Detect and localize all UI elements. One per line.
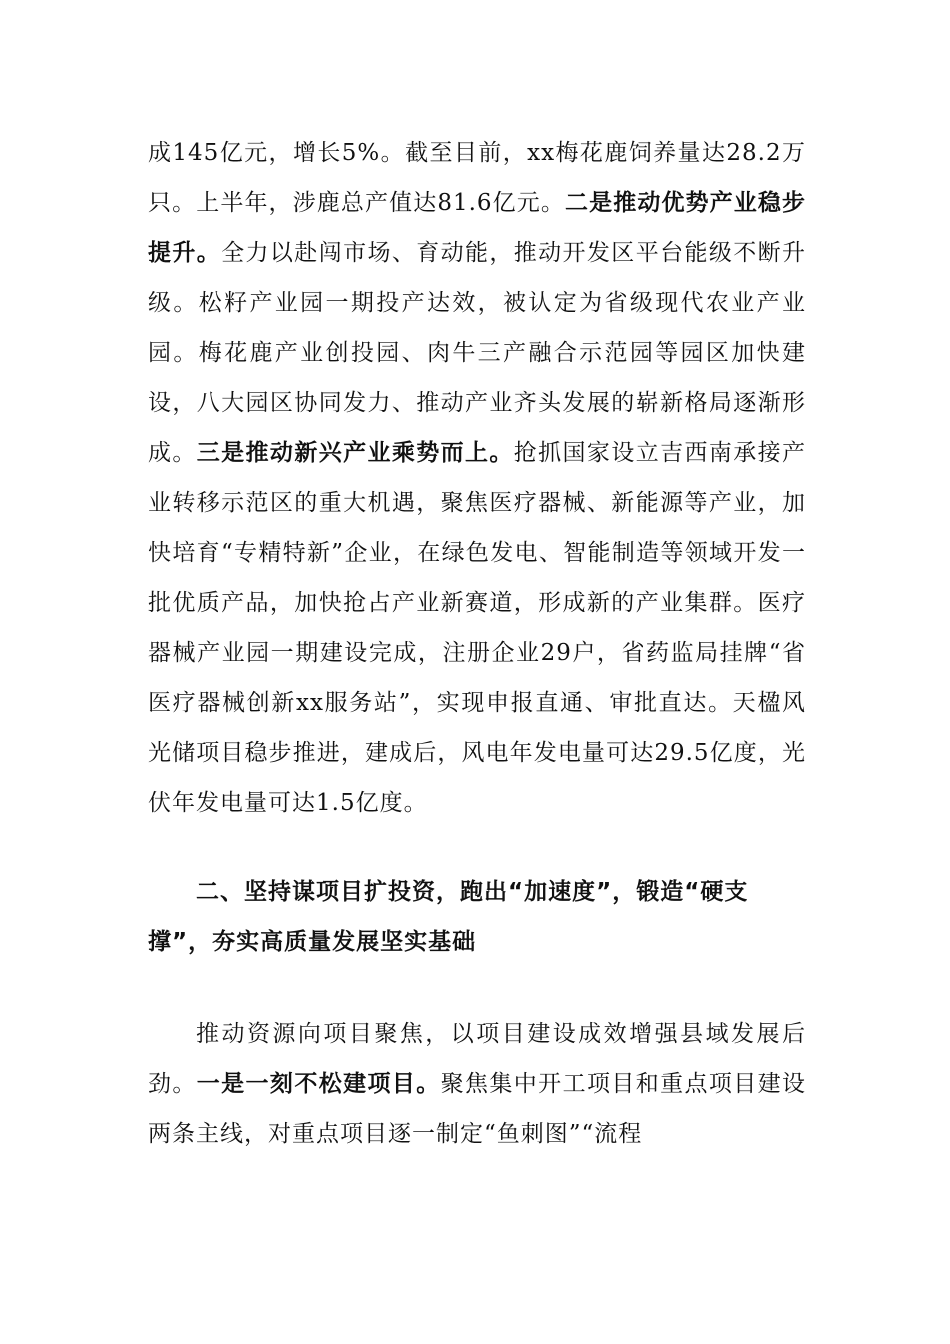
paragraph-text: 聚焦集中开工项目和重点项目建设两条主线，对重点项目逐一制定“鱼刺图”“流程: [148, 1071, 807, 1147]
bold-lead-phrase: 二是推动优势产业稳步提升。: [148, 190, 807, 266]
paragraph-text: 成145亿元，增长5%。截至目前，xx梅花鹿饲养量达28.2万只。上半年，涉鹿总产值达81.6亿元。: [148, 140, 806, 216]
paragraph-text: 抢抓国家设立吉西南承接产业转移示范区的重大机遇，聚焦医疗器械、新能源等产业，加快培育“专精特新”企业，在绿色发电、智能制造等领域开发一批优质产品，加快抢占产业新赛道，形成新的产业集群。医疗器械产业园一期建设完成，注册企业29户，省药监局挂牌“省医疗器械创新xx服务站”，实现申报直通、审批直达。天楹风光储项目稳步推进，建成后，风电年发电量可达29.5亿度，光伏年发电量可达1.5亿度。: [148, 440, 807, 816]
paragraph-text: 推动资源向项目聚焦，以项目建设成效增强县域发展后劲。: [148, 1021, 806, 1097]
body-paragraph: [148, 1009, 806, 1159]
bold-lead-phrase: 一是一刻不松建项目。: [196, 1071, 441, 1097]
paragraph-text: 全力以赴闯市场、育动能，推动开发区平台能级不断升级。松籽产业园一期投产达效，被认定为省级现代农业产业园。梅花鹿产业创投园、肉牛三产融合示范园等园区加快建设，八大园区协同发力、推动产业齐头发展的崭新格局逐渐形成。: [148, 240, 807, 466]
bold-lead-phrase: 三是推动新兴产业乘势而上。: [196, 440, 514, 466]
body-paragraph: [148, 128, 806, 828]
document-page: [148, 128, 806, 1159]
section-heading: 二、坚持谋项目扩投资，跑出“加速度”，锻造“硬支撑”，夯实高质量发展坚实基础: [148, 879, 749, 955]
